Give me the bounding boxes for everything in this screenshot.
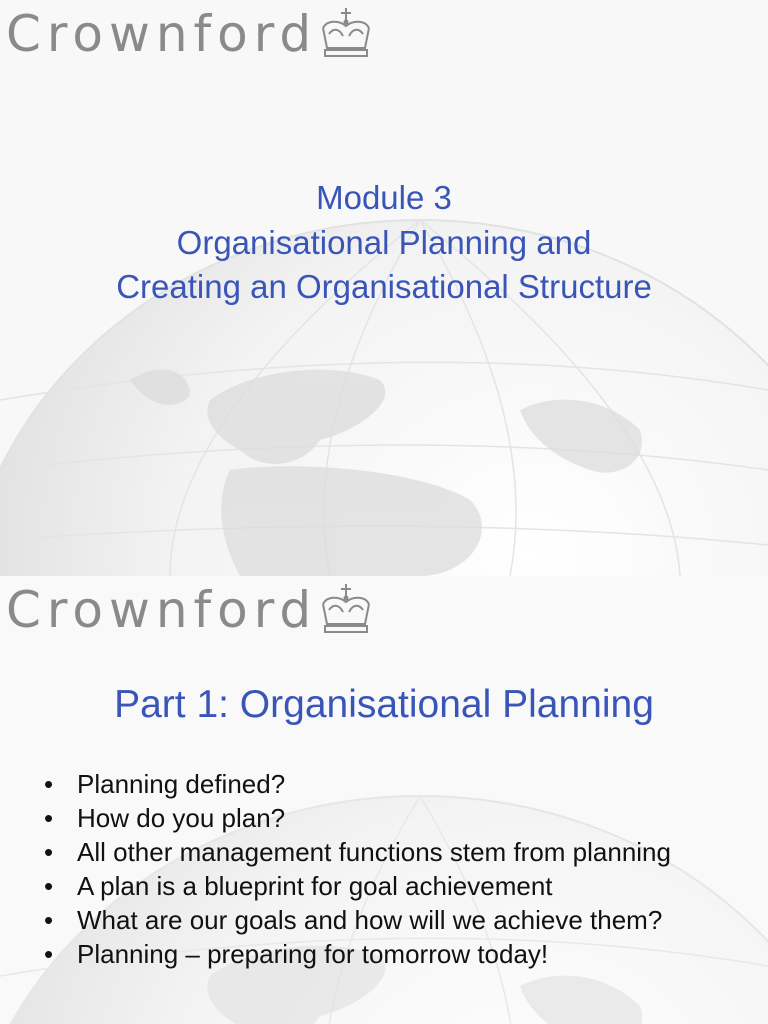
slide-title-text [0, 176, 768, 310]
logo [6, 4, 375, 64]
logo [6, 580, 375, 640]
bullet-text: All other management functions stem from planning [77, 837, 671, 867]
list-item [44, 906, 744, 934]
bullet-text: Planning defined? [77, 769, 286, 799]
list-item [44, 770, 744, 798]
bullet-marker: • [44, 905, 54, 935]
bullet-marker: • [44, 837, 54, 867]
bullet-marker: • [44, 803, 54, 833]
bullet-text: Planning – preparing for tomorrow today! [77, 939, 549, 969]
title-line-2: Organisational Planning and [176, 223, 592, 261]
title-line-1: Module 3 [316, 179, 452, 216]
crown-icon [317, 4, 375, 64]
slide-part-1 [0, 576, 768, 1024]
bullet-marker: • [44, 939, 54, 969]
list-item [44, 838, 744, 866]
bullet-marker: • [44, 769, 54, 799]
part-heading: Part 1: Organisational Planning [114, 683, 654, 726]
bullet-list [44, 770, 744, 974]
bullet-text: What are our goals and how will we achieve them? [77, 905, 663, 935]
logo-text: Crownford [6, 5, 318, 63]
list-item [44, 940, 744, 968]
bullet-marker: • [44, 871, 54, 901]
title-line-3: Creating an Organisational Structure [116, 268, 652, 305]
logo-text: Crownford [6, 581, 318, 639]
bullet-text: How do you plan? [77, 803, 286, 833]
bullet-text: A plan is a blueprint for goal achievement [77, 871, 553, 901]
crown-icon [317, 580, 375, 640]
list-item [44, 872, 744, 900]
list-item [44, 804, 744, 832]
